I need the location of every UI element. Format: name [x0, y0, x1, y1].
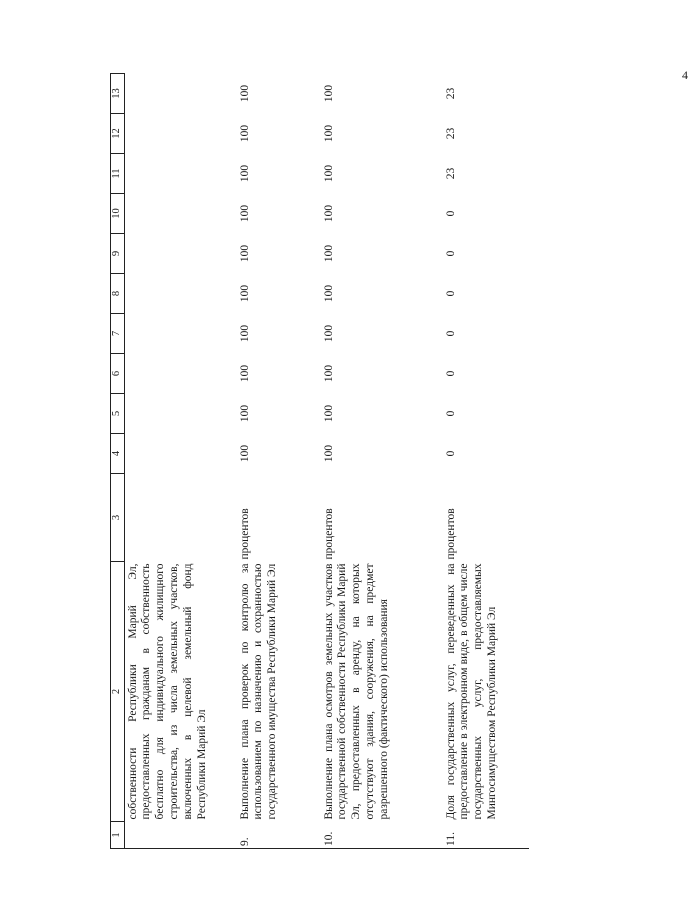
value-cell [124, 234, 237, 274]
header-cell: 4 [111, 434, 125, 474]
row-number: 9. [237, 822, 321, 849]
value-cell: 100 [322, 444, 335, 463]
value-cell: 100 [238, 324, 251, 343]
header-cell: 11 [111, 154, 125, 194]
value-cell: 23 [444, 87, 457, 100]
value-cell [124, 154, 237, 194]
value-cell: 100 [322, 204, 335, 223]
value-cell: 100 [238, 444, 251, 463]
indicators-table [110, 73, 529, 849]
table-row [443, 74, 529, 849]
header-cell: 2 [111, 562, 125, 822]
value-cell: 100 [322, 324, 335, 343]
value-cell: 23 [444, 127, 457, 140]
value-cell: 0 [444, 410, 457, 417]
value-cell: 0 [444, 210, 457, 217]
value-cell: 100 [322, 164, 335, 183]
row-number: 10. [321, 822, 443, 849]
value-cell: 100 [322, 244, 335, 263]
column-number-header [111, 74, 125, 849]
value-cell [124, 74, 237, 114]
header-cell: 5 [111, 394, 125, 434]
unit-cell: процентов [238, 508, 251, 560]
header-cell: 10 [111, 194, 125, 234]
value-cell: 100 [322, 404, 335, 423]
unit-cell: процентов [322, 508, 335, 560]
table-row [321, 74, 443, 849]
header-cell: 3 [111, 474, 125, 562]
value-cell [124, 314, 237, 354]
value-cell: 23 [444, 167, 457, 180]
row-number: 11. [443, 822, 529, 849]
header-cell: 13 [111, 74, 125, 114]
value-cell [124, 434, 237, 474]
value-cell [124, 194, 237, 234]
table-row [237, 74, 321, 849]
value-cell: 100 [238, 404, 251, 423]
value-cell: 0 [444, 450, 457, 457]
unit-cell: процентов [444, 508, 457, 560]
value-cell: 0 [444, 290, 457, 297]
header-cell: 7 [111, 314, 125, 354]
value-cell: 100 [238, 284, 251, 303]
header-cell: 12 [111, 114, 125, 154]
header-cell: 9 [111, 234, 125, 274]
header-cell: 8 [111, 274, 125, 314]
value-cell [124, 114, 237, 154]
indicator-name: собственности Республики Марий Эл, предоставленных гражданам в собственность бесплатно для индивидуального жилищного строительства, из числа земельных участков, включенных в целевой земельный фонд Республики Марий Эл [126, 563, 208, 820]
value-cell [124, 354, 237, 394]
indicator-name: Выполнение плана осмотров земельных участков государственной собственности Республики Марий Эл, предоставленных в аренду, на которых отсутствуют здания, сооружения, на предмет разрешенного (фактического) использования [322, 563, 390, 820]
value-cell: 100 [238, 164, 251, 183]
value-cell: 0 [444, 330, 457, 337]
value-cell: 100 [238, 244, 251, 263]
unit-cell [124, 474, 237, 562]
indicator-name: Выполнение плана проверок по контролю за использованием по назначению и сохранностью государственного имущества Республики Марий Эл [238, 563, 279, 820]
value-cell: 100 [322, 284, 335, 303]
value-cell: 100 [238, 204, 251, 223]
header-cell: 1 [111, 822, 125, 849]
page-number: 4 [682, 68, 688, 82]
value-cell: 100 [238, 364, 251, 383]
value-cell: 100 [322, 84, 335, 103]
table-row [124, 74, 237, 849]
value-cell: 0 [444, 370, 457, 377]
value-cell: 100 [238, 124, 251, 143]
value-cell: 0 [444, 250, 457, 257]
value-cell [124, 274, 237, 314]
value-cell: 100 [322, 124, 335, 143]
value-cell: 100 [322, 364, 335, 383]
value-cell [124, 394, 237, 434]
indicator-name: Доля государственных услуг, переведенных на предоставление в электронном виде, в общем числе государственных услуг, предоставляемых Мингосимуществом Республики Марий Эл [444, 563, 498, 820]
value-cell: 100 [238, 84, 251, 103]
header-cell: 6 [111, 354, 125, 394]
rotated-sheet [110, 74, 650, 849]
row-number [124, 822, 237, 849]
